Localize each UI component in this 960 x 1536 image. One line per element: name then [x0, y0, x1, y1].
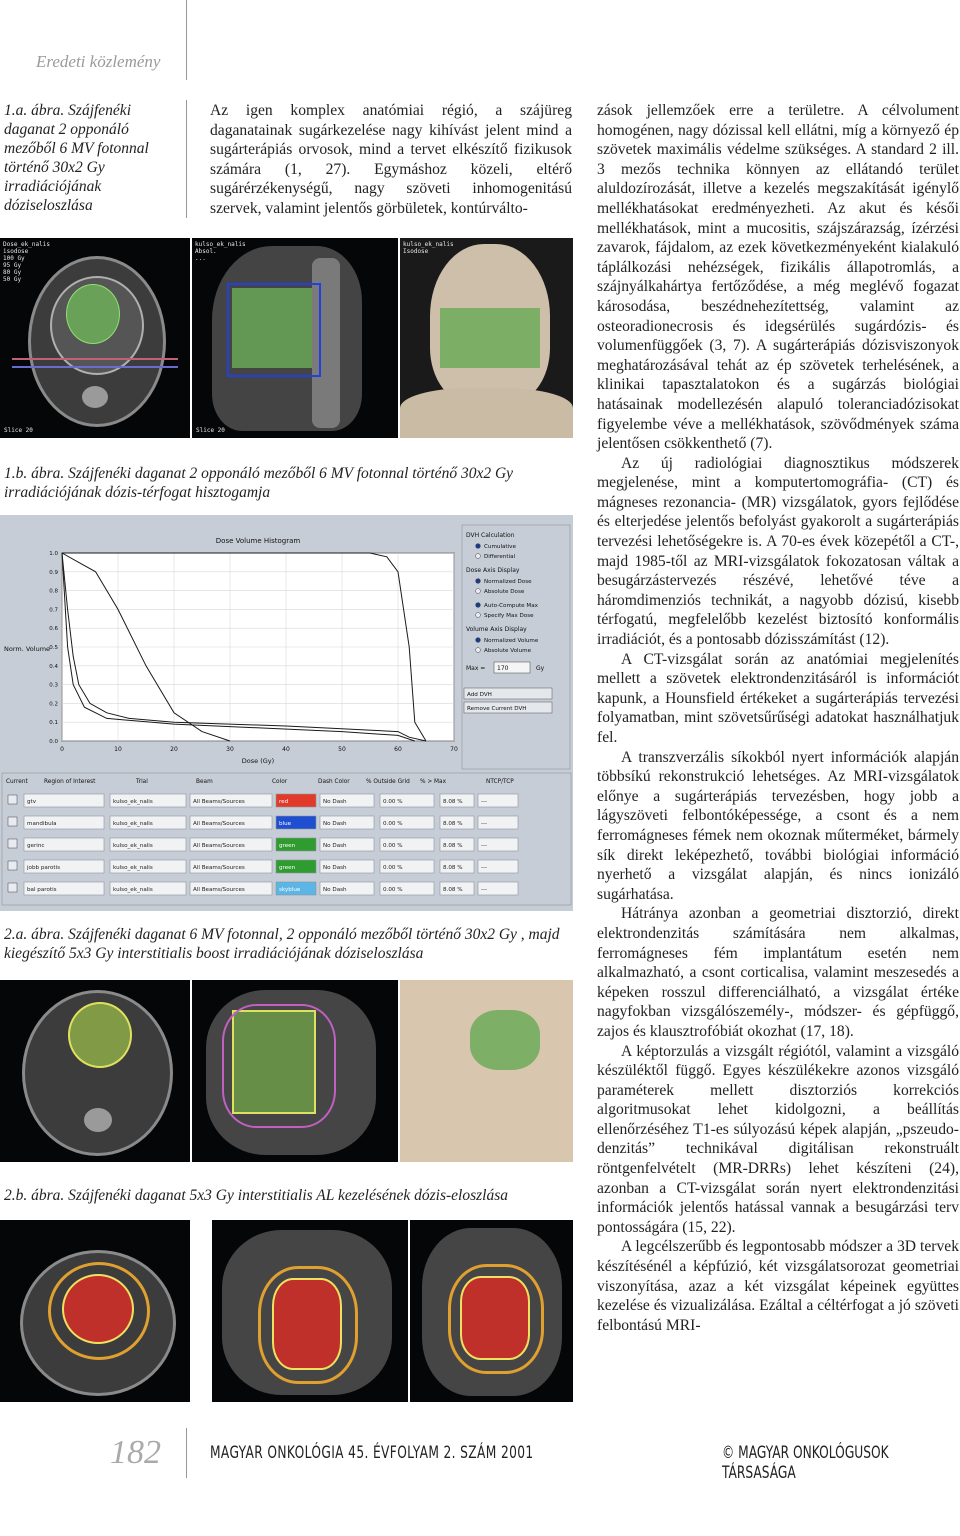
x-tick-label: 60 [394, 746, 402, 753]
y-tick-label: 0.1 [49, 720, 58, 727]
figure-1a [0, 238, 573, 438]
table-cell-text: 0.00 % [383, 887, 403, 893]
panel-section-title: Volume Axis Display [466, 626, 527, 633]
isodose-line [12, 366, 178, 368]
table-cell-text: No Dash [323, 821, 347, 827]
figure-2a [0, 980, 573, 1162]
table-header: Color [272, 779, 288, 785]
table-cell-text: kulso_ek_nalis [113, 843, 153, 849]
coronal-target [460, 1276, 530, 1360]
y-tick-label: 0.0 [49, 739, 58, 745]
max-dose-unit: Gy [536, 665, 545, 672]
caption-1b: 1.b. ábra. Szájfenéki daganat 2 opponáló mezőből 6 MV fotonnal történő 30x2 Gy irradiációjának dózis-térfogat hisztogamja [4, 465, 514, 501]
footer-divider [186, 1428, 187, 1478]
table-header: NTCP/TCP [486, 779, 514, 785]
x-tick-label: 70 [450, 746, 458, 753]
radio-label: Normalized Volume [484, 638, 539, 644]
table-cell-text: All Beams/Sources [193, 887, 245, 893]
figure-2b [0, 1220, 573, 1402]
scan-labels: kulso_ek_nalis Isodose [403, 241, 454, 255]
radio-option [476, 589, 481, 594]
table-cell-text: mandibula [27, 821, 57, 827]
scan-labels: kulso_ek_nalis Absol. ... [195, 241, 246, 262]
slice-label: Slice 20 [4, 427, 33, 434]
table-cell-text: jobb parotis [27, 865, 61, 871]
y-tick-label: 0.2 [49, 701, 58, 708]
ct-axial-panel [0, 980, 190, 1162]
max-label: Max = [466, 665, 486, 672]
isodose-line [222, 1004, 336, 1128]
caption-divider [186, 100, 187, 218]
table-header: Dash Color [318, 779, 350, 785]
radio-label: Absolute Volume [484, 648, 532, 654]
y-tick-label: 0.6 [49, 626, 58, 633]
caption-2b: 2.b. ábra. Szájfenéki daganat 5x3 Gy interstitialis AL kezelésének dózis-eloszlása [4, 1187, 508, 1204]
ct-sagittal-panel [212, 1220, 408, 1402]
radio-option [476, 554, 481, 559]
y-axis-label: Norm. Volume [4, 644, 51, 653]
table-cell-text: --- [481, 843, 488, 849]
isodose-line [12, 358, 178, 360]
table-header: % > Max [420, 779, 447, 785]
table-cell-text: No Dash [323, 843, 347, 849]
row-checkbox [8, 883, 17, 892]
x-axis-label: Dose (Gy) [241, 757, 275, 765]
render-3d-panel [400, 238, 573, 438]
table-cell-text: All Beams/Sources [193, 799, 245, 805]
paragraph: Az új radiológiai diagnosztikus módszerek megjelenése, mint a komputertomográfia- (CT) és mágneses rezonancia- (MR) vizsgálatok, gyors fejlődése és elterjedése jelentős befolyást gyakorolt a sugárterápiás tervezési lehetőségekre is. A 70-es évek közepétől a CT-, majd 1985-től az MRI-vizsgálatok fokozatosan váltak a besugárzástervezés részévé, lehetővé téve a háromdimenziós technikát, a nagyobb dózisú, kisebb térfogatú, megfelelőbb kezelést biztosító konformális irradiációt, és a pontosabb dózisszámítást (12). [597, 454, 959, 649]
panel-button-label: Add DVH [467, 692, 492, 698]
table-cell-text: 8.08 % [443, 887, 463, 893]
ct-target-volume [68, 1002, 132, 1068]
table-cell-text: 0.00 % [383, 821, 403, 827]
render-3d-panel [400, 980, 573, 1162]
ct-spine [82, 386, 108, 408]
ct-spine [84, 1108, 112, 1132]
section-title: Eredeti közlemény [36, 52, 161, 71]
dvh-chart [0, 515, 573, 911]
radio-label: Absolute Dose [484, 589, 525, 595]
x-tick-label: 10 [114, 746, 122, 753]
header-divider [186, 0, 187, 80]
table-cell-text: 0.00 % [383, 843, 403, 849]
table-cell-text: kulso_ek_nalis [113, 865, 153, 871]
y-tick-label: 0.9 [49, 569, 58, 576]
dvh-figure [0, 515, 573, 911]
radio-label: Auto-Compute Max [484, 603, 538, 609]
table-cell-text: --- [481, 865, 488, 871]
row-checkbox [8, 817, 17, 826]
row-checkbox [8, 861, 17, 870]
table-cell-text: No Dash [323, 799, 347, 805]
radio-label: Normalized Dose [484, 579, 532, 585]
table-cell-text: kulso_ek_nalis [113, 887, 153, 893]
y-tick-label: 0.8 [49, 588, 58, 595]
table-cell-text: bal parotis [27, 887, 57, 893]
copyright: © MAGYAR ONKOLÓGUSOK TÁRSASÁGA [722, 1443, 889, 1483]
y-tick-label: 0.3 [49, 682, 58, 689]
radio-option [476, 648, 481, 653]
x-tick-label: 50 [338, 746, 346, 753]
x-tick-label: 40 [282, 746, 290, 753]
table-cell-text: green [279, 865, 296, 871]
radio-option [476, 638, 481, 643]
table-cell-text: green [279, 843, 296, 849]
table-cell-text: red [279, 799, 289, 805]
right-column-text [597, 101, 959, 1335]
ct-axial-panel [0, 238, 190, 438]
table-cell-text: 8.08 % [443, 843, 463, 849]
ct-coronal-panel [410, 1220, 573, 1402]
chart-title: Dose Volume Histogram [215, 537, 301, 545]
table-cell-text: gerinc [27, 843, 45, 849]
table-cell-text: --- [481, 887, 488, 893]
table-cell-text: All Beams/Sources [193, 843, 245, 849]
panel-section-title: Dose Axis Display [466, 567, 520, 574]
sagittal-target [272, 1278, 342, 1370]
radio-option [476, 613, 481, 618]
paragraph: A transzverzális síkokból nyert információk alapján többsíkú rekonstrukció lehetséges. Az MRI-vizsgálatok előnye a sugárterápiás tervezésben, hogy jobb a lágyszöveti felbontóképessége, a csont és a nem ferromágneses fémek nem okoznak műterméket, bármely sík direkt leképezhető, további biológiai információ nyerhető a vizsgálat alapján, és nincs ionizáló sugárhatása. [597, 748, 959, 903]
paragraph: A képtorzulás a vizsgált régiótól, valamint a vizsgáló készüléktől függő. Egyes készülékekre azonos vizsgáló paraméterek mellett disztorziós korrekciós algoritmusokat lehet kidolgozni, a beállítás ellenőrzéséhez T1-es súlyozású képek alapján, „pszeudo-denzitás” technikával digitálisan rekonstruált röntgenfelvételt (MR-DRRs) lehet készíteni (24), azonban a CT-vizsgálat során nyert elektrondenzitási információk jelentős hatással vannak a besugárzási terv pontosságára (15, 22). [597, 1042, 959, 1236]
table-header: % Outside Grid [366, 779, 410, 785]
y-tick-label: 0.7 [49, 607, 58, 614]
table-cell-text: 8.08 % [443, 865, 463, 871]
table-cell-text: All Beams/Sources [193, 865, 245, 871]
table-header: Current [6, 779, 28, 785]
panel-button-label: Remove Current DVH [467, 706, 527, 712]
radio-option [476, 544, 481, 549]
table-cell-text: blue [279, 821, 292, 827]
x-tick-label: 20 [170, 746, 178, 753]
ct-target-volume [62, 1274, 134, 1344]
y-tick-label: 0.4 [49, 663, 58, 670]
table-header: Trial [136, 779, 148, 785]
intro-text [210, 101, 572, 219]
3d-target-volume [470, 1010, 540, 1070]
table-cell-text: kulso_ek_nalis [113, 799, 153, 805]
table-cell-text: gtv [27, 799, 37, 805]
table-cell-text: All Beams/Sources [193, 821, 245, 827]
table-cell-text: kulso_ek_nalis [113, 821, 153, 827]
y-tick-label: 0.5 [49, 645, 58, 651]
table-cell-text: skyblue [279, 887, 301, 893]
field-border [227, 283, 321, 377]
x-tick-label: 0 [60, 746, 64, 753]
table-cell-text: No Dash [323, 865, 347, 871]
ct-sagittal-panel [192, 980, 398, 1162]
slice-label: Slice 20 [196, 427, 225, 434]
table-cell-text: 0.00 % [383, 799, 403, 805]
intro-paragraph: Az igen komplex anatómiai régió, a szájüreg daganatainak sugárkezelése nagy kihívást jelent mind a sugárterápiás orvosok, mind a tervet elkészítő fizikusok számára (1, 27). Egymáshoz közeli, eltérő sugárérzékenységű, nagy szöveti inhomogenitású szervek, valamint jelentős görbületek, kontúrválto- [210, 102, 572, 217]
ct-axial-panel [0, 1220, 190, 1402]
page-number: 182 [110, 1434, 161, 1471]
table-cell-text: No Dash [323, 887, 347, 893]
table-cell-text: 0.00 % [383, 865, 403, 871]
max-dose-value: 170 [497, 665, 509, 672]
table-cell-text: --- [481, 799, 488, 805]
table-cell-text: 8.08 % [443, 821, 463, 827]
table-header: Beam [196, 779, 213, 785]
row-checkbox [8, 795, 17, 804]
row-checkbox [8, 839, 17, 848]
paragraph: zások jellemzőek erre a területre. A célvolument homogénen, nagy dózissal kell ellátni, míg a környező ép szövetek maximális védelme szükséges. A standard 2 ill. 3 mezős technika könnyen az ellátandó terület aluldozírozását, illetve a kezelés megszakítását igénylő mellékhatásokat eredményezheti. Az akut és késői mellékhatások, mint a mucositis, szájszárazság, ízérzési zavarok, fájdalom, az ezek következményeként kialakuló táplálkozási nehézségek, fizikális állapotromlás, a szájnyálkahártya fertőződése, a még meglévő fogazat károsodása, beszédnehezítettség, valamint az osteoradionecrosis és idegsérülés sugárdózis- és volumenfüggőek (3, 7). A sugárterápiás dózisviszonyok meghatározásával tehát az ép szövetek terhelésének, a klinikai tapasztalatokon és a sugárzás biológiai hatásainak modellezésén alapuló toleranciadózisokat figyelembe véve a mellékhatások, szövődmények száma jelentősen csökkenthető (7). [597, 102, 959, 453]
y-tick-label: 1.0 [49, 551, 58, 557]
caption-1a: 1.a. ábra. Szájfenéki daganat 2 opponáló mezőből 6 MV fotonnal történő 30x2 Gy irradiációjának dóziseloszlása [4, 102, 149, 214]
radio-label: Specify Max Dose [484, 613, 534, 619]
table-cell-text: 8.08 % [443, 799, 463, 805]
paragraph: A legcélszerűbb és legpontosabb módszer a 3D tervek készítésénél a képfúzió, két vizsgálatsorozat geometriai viszonyítása, azaz a két vizsgálat képeinek együttes kezelése és vizualizálása. Ezáltal a céltérfogat a jó szöveti felbontású MRI- [597, 1238, 959, 1334]
paragraph: Hátránya azonban a geometriai disztorzió, direkt elektrondenzitás számítására nem alkalmas, ferromágneses fém implantátum esetén nem alkalmazható, a csont corticalisa, valamint meszesedés a képeken rosszul differenciálható, a vizsgálat értéke nagyfokban vizsgálószemély-, módszer- és gépfüggő, zajos és klausztrofóbiát okozhat (17, 18). [597, 905, 959, 1040]
journal-info: MAGYAR ONKOLÓGIA 45. ÉVFOLYAM 2. SZÁM 2001 [210, 1443, 534, 1463]
radio-label: Differential [484, 554, 516, 560]
scan-labels: Dose_ek_nalis isodose 100 Gy 95 Gy 80 Gy 50 Gy [3, 241, 50, 283]
radio-option [476, 579, 481, 584]
radio-label: Cumulative [484, 544, 516, 550]
radio-option [476, 603, 481, 608]
ct-sagittal-panel [192, 238, 398, 438]
x-tick-label: 30 [226, 746, 234, 753]
3d-shoulders [400, 388, 573, 438]
table-header: Region of Interest [44, 779, 96, 785]
3d-target-volume [440, 308, 540, 368]
table-cell-text: --- [481, 821, 488, 827]
panel-section-title: DVH Calculation [466, 532, 515, 539]
caption-2a: 2.a. ábra. Szájfenéki daganat 6 MV fotonnal, 2 opponáló mezőből történő 30x2 Gy , majd kiegészítő 5x3 Gy interstitialis boost irradiációjának dóziseloszlása [4, 926, 560, 962]
paragraph: A CT-vizsgálat során az anatómiai megjelenítés mellett a szövetek elektrondenzitásáról is információt kapunk, a Hounsfield értékeket a sugárterápiás tervezési folyamatban, mint szövetsűrűségi adatokat használhatjuk fel. [597, 650, 959, 746]
ct-target-volume [66, 284, 120, 344]
side-panel [462, 525, 570, 769]
